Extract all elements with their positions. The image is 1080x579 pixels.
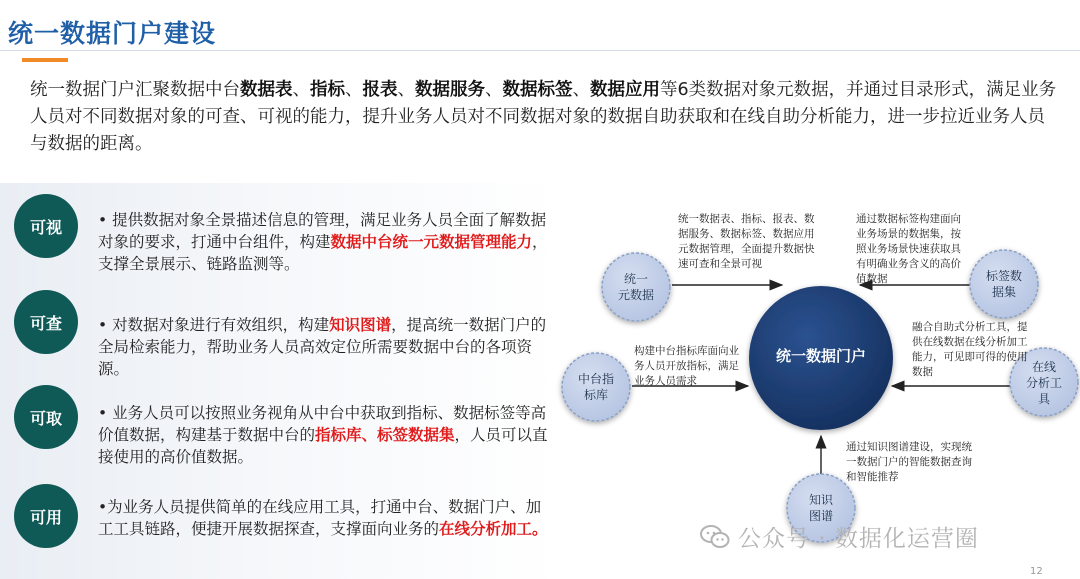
capability-text-after: ，提高统一数据门户的全局检索能力，帮助业务人员高效定位所需要数据中台的各项资源。 (98, 316, 547, 378)
desc-indicator-lib: 构建中台指标库面向业务人员开放指标，满足业务人员需求 (634, 345, 739, 387)
capability-text-before: • 提供数据对象全景描述信息的管理，满足业务人员全面了解数据对象的要求，打通中台组件，构建 (98, 211, 547, 251)
watermark-text: 公众号 · 数据化运营圈 (738, 526, 979, 552)
capability-badge-usable: 可用 (14, 484, 78, 548)
intro-object: 数据标签 (502, 80, 573, 100)
page-title: 统一数据门户建设 (8, 19, 217, 48)
desc-tag-dataset: 通过数据标签构建面向业务场景的数据集，按照业务场景快速获取具有明确业务含义的高价值数据 (856, 213, 961, 285)
capability-highlight: 数据中台统一元数据管理能力 (330, 233, 533, 251)
desc-unified-metadata: 统一数据表、指标、报表、数据服务、数据标签、数据应用元数据管理，全面提升数据快速可查和全景可视 (678, 213, 815, 270)
desc-online-tool: 融合自助式分析工具，提供在线数据在线分析加工能力，可见即可得的使用数据 (912, 321, 1028, 378)
satellite-label-tag-dataset (974, 268, 1034, 300)
satellite-label-text: 中台指 标库 (577, 372, 614, 402)
capability-text-after: ，支撑全景展示、链路监测等。 (98, 233, 548, 273)
intro-sep: 、 (397, 80, 415, 100)
capability-badge-obtainable: 可取 (14, 385, 78, 449)
satellite-label-text: 统一 元数据 (617, 272, 654, 302)
capability-text-after: ，人员可以直接使用的高价值数据。 (98, 426, 548, 466)
capability-text-before: •为业务人员提供简单的在线应用工具，打通中台、数据门户、加工工具链路，便捷开展数据探查，支撑面向业务的 (98, 498, 542, 538)
hub-label: 统一数据门户 (775, 347, 866, 365)
intro-sep: 、 (572, 80, 590, 100)
intro-suffix: 等6类数据对象元数据，并通过目录形式，满足业务人员对不同数据对象的可查、可视的能力，提升业务人员对不同数据对象的数据自助获取和在线自助分析能力，进一步拉近业务人员与数据的距离。 (30, 80, 1057, 154)
satellite-label-text: 标签数 据集 (985, 269, 1022, 299)
satellite-label-unified-metadata (606, 271, 666, 303)
intro-object: 数据应用 (590, 80, 660, 100)
capability-text-before: • 对数据对象进行有效组织，构建 (98, 316, 330, 334)
desc-knowledge-graph: 通过知识图谱建设，实现统一数据门户的智能数据查询和智能推荐 (846, 441, 972, 483)
intro-object: 报表 (362, 80, 398, 100)
capability-badge-visible: 可视 (14, 194, 78, 258)
capability-text-before: • 业务人员可以按照业务视角从中台中获取到指标、数据标签等高价值数据，构建基于数据中台的 (98, 404, 547, 444)
capability-highlight: 指标库、标签数据集 (315, 426, 455, 444)
intro-object: 数据表 (240, 80, 293, 100)
satellite-label-indicator-lib (566, 371, 626, 403)
intro-object: 指标 (310, 80, 345, 100)
capability-highlight: 知识图谱 (329, 316, 392, 334)
intro-prefix: 统一数据门户汇聚数据中台 (30, 80, 240, 100)
capability-badge-searchable: 可查 (14, 290, 78, 354)
watermark (700, 520, 979, 553)
page-number: 12 (1030, 566, 1043, 577)
intro-sep: 、 (345, 80, 363, 100)
intro-object: 数据服务 (415, 80, 485, 100)
wechat-icon (700, 524, 730, 550)
satellite-label-text: 在线 分析工 具 (1025, 360, 1062, 406)
capability-highlight: 在线分析加工。 (439, 520, 548, 538)
satellite-label-text: 知识 图谱 (808, 493, 833, 523)
intro-sep: 、 (292, 80, 310, 100)
intro-sep: 、 (485, 80, 503, 100)
